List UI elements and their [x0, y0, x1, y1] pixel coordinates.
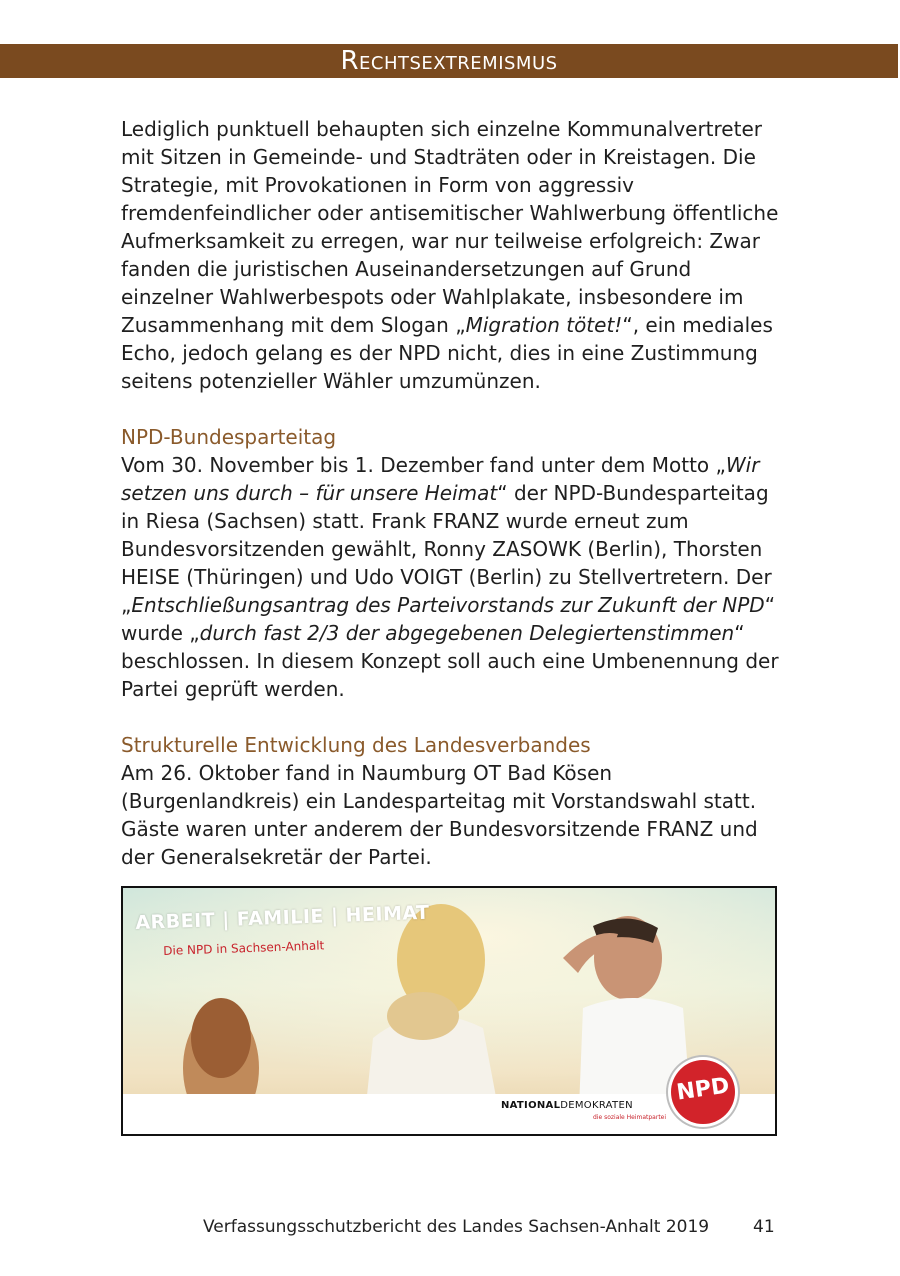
intro-text-2: “, ein mediales Echo, jedoch gelang es der NPD nicht, dies in eine Zustimmung seitens potenzieller Wähler umzumünzen.	[121, 313, 773, 393]
ad-subline: Die NPD in Sachsen-Anhalt	[163, 938, 325, 958]
bpt-motto: Wir setzen uns durch – für unsere Heimat	[121, 453, 760, 505]
intro-text-1: Lediglich punktuell behaupten sich einzelne Kommunalvertreter mit Sitzen in Gemeinde- und Stadträten oder in Kreistagen. Die Strategie, mit Provokationen in Form von aggressiv fremdenfeindlicher oder antisemitischer Wahlwerbung öffentliche Aufmerksamkeit zu erregen, war nur teilweise erfolgreich: Zwar fanden die juristischen Auseinandersetzungen auf Grund einzelner Wahlwerbespots oder Wahlplakate, insbesondere im Zusammenhang mit dem Slogan „	[121, 117, 779, 337]
bpt-text-2: “ der NPD-Bundesparteitag in Riesa (Sachsen) statt. Frank FRANZ wurde erneut zum Bundesvorsitzenden gewählt, Ronny ZASOWK (Berlin), Thorsten HEISE (Thüringen) und Udo VOIGT (Berlin) zu Stellvertretern. Der „	[121, 481, 772, 617]
section-heading-landesverband: Strukturelle Entwicklung des Landesverbandes	[121, 733, 591, 757]
footer-text: Verfassungsschutzbericht des Landes Sachsen-Anhalt 2019	[203, 1217, 710, 1237]
page-title: Rechtsextremismus	[340, 46, 558, 76]
bundesparteitag-paragraph	[121, 451, 781, 703]
landesverband-paragraph: Am 26. Oktober fand in Naumburg OT Bad Kösen (Burgenlandkreis) ein Landesparteitag mit Vorstandswahl statt. Gäste waren unter anderem der Bundesvorsitzende FRANZ und der Generalsekretär der Partei.	[121, 761, 758, 869]
bpt-text-3: “ wurde „	[121, 593, 776, 645]
main-content	[121, 115, 781, 871]
section-heading-bundesparteitag: NPD-Bundesparteitag	[121, 425, 337, 449]
bpt-text-1: Vom 30. November bis 1. Dezember fand unter dem Motto „	[121, 453, 726, 477]
ad-brand-rest: DEMOKRATEN	[560, 1100, 633, 1111]
page-number: 41	[753, 1217, 775, 1237]
bpt-antrag: Entschließungsantrag des Parteivorstands zur Zukunft der NPD	[131, 593, 765, 617]
intro-paragraph	[121, 115, 781, 395]
ad-brand	[501, 1100, 633, 1111]
npd-campaign-image	[121, 886, 777, 1136]
ad-headline: ARBEIT | FAMILIE | HEIMAT	[135, 901, 430, 934]
bpt-quote: durch fast 2/3 der abgegebenen Delegiertenstimmen	[199, 621, 735, 645]
npd-logo-text: NPD	[675, 1073, 731, 1106]
ad-brand-bold: NATIONAL	[501, 1100, 561, 1111]
npd-logo	[671, 1060, 735, 1124]
bpt-text-4: “ beschlossen. In diesem Konzept soll auch eine Umbenennung der Partei geprüft werden.	[121, 621, 779, 701]
intro-slogan: Migration tötet!	[465, 313, 623, 337]
ad-tagline: die soziale Heimatpartei	[593, 1114, 667, 1121]
